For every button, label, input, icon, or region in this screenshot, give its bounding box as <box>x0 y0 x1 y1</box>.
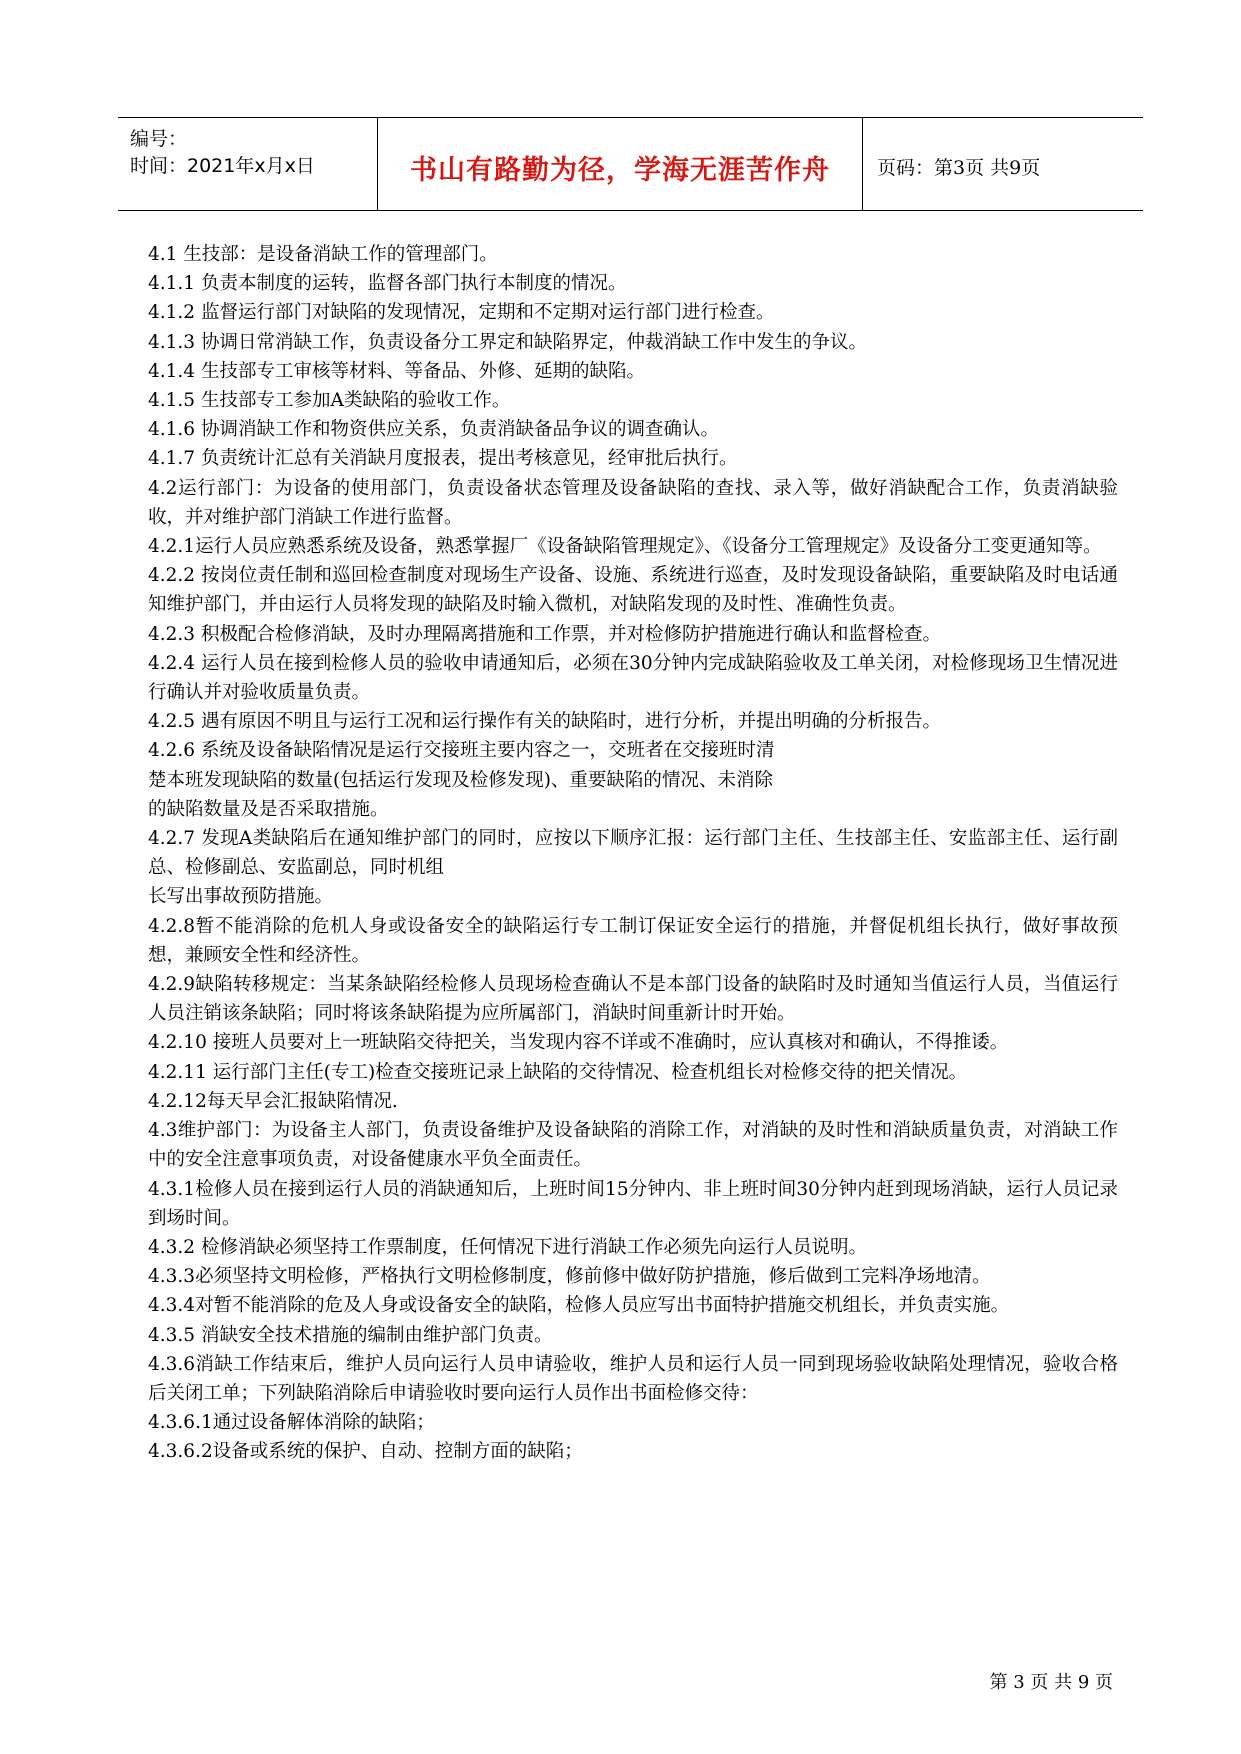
header-page-cell <box>863 118 1143 210</box>
paragraph: 的缺陷数量及是否采取措施。 <box>148 798 389 820</box>
paragraph: 4.2.1运行人员应熟悉系统及设备，熟悉掌握厂《设备缺陷管理规定》、《设备分工管理规定》及设备分工变更通知等。 <box>148 536 1102 558</box>
paragraph: 4.2.7 发现A类缺陷后在通知维护部门的同时，应按以下顺序汇报：运行部门主任、生技部主任、安监部主任、运行副总、检修副总、安监副总，同时机组 <box>148 828 1118 879</box>
paragraph: 4.2.4 运行人员在接到检修人员的验收申请通知后，必须在30分钟内完成缺陷验收及工单关闭，对检修现场卫生情况进行确认并对验收质量负责。 <box>148 652 1118 704</box>
paragraph: 4.3.6.1通过设备解体消除的缺陷； <box>148 1412 435 1434</box>
paragraph: 4.3.5 消缺安全技术措施的编制由维护部门负责。 <box>148 1324 553 1346</box>
paragraph: 楚本班发现缺陷的数量(包括运行发现及检修发现)、重要缺陷的情况、未消除 <box>148 769 773 791</box>
page-number-label <box>877 153 1040 180</box>
page-label-end: 页 <box>1021 157 1041 179</box>
document-body <box>148 240 1118 1467</box>
paragraph: 长写出事故预防措施。 <box>148 886 334 908</box>
paragraph: 4.3.2 检修消缺必须坚持工作票制度，任何情况下进行消缺工作必须先向运行人员说明。 <box>148 1236 867 1258</box>
paragraph: 4.2.6 系统及设备缺陷情况是运行交接班主要内容之一，交班者在交接班时清 <box>148 740 775 762</box>
paragraph: 4.1.1 负责本制度的运转，监督各部门执行本制度的情况。 <box>148 273 627 295</box>
paragraph: 4.1.2 监督运行部门对缺陷的发现情况，定期和不定期对运行部门进行检查。 <box>148 302 775 324</box>
paragraph: 4.3.4对暂不能消除的危及人身或设备安全的缺陷，检修人员应写出书面特护措施交机组长，并负责实施。 <box>148 1295 1010 1317</box>
document-number: 编号： <box>130 128 188 150</box>
paragraph: 4.3维护部门：为设备主人部门，负责设备维护及设备缺陷的消除工作，对消缺的及时性和消缺质量负责，对消缺工作中的安全注意事项负责，对设备健康水平负全面责任。 <box>148 1120 1118 1171</box>
header-motto-cell <box>378 118 863 210</box>
paragraph: 4.1.6 协调消缺工作和物资供应关系，负责消缺备品争议的调查确认。 <box>148 419 719 441</box>
paragraph: 4.1.7 负责统计汇总有关消缺月度报表，提出考核意见，经审批后执行。 <box>148 448 738 470</box>
paragraph: 4.2.3 积极配合检修消缺，及时办理隔离措施和工作票，并对检修防护措施进行确认和监督检查。 <box>148 623 941 645</box>
paragraph: 4.3.6.2设备或系统的保护、自动、控制方面的缺陷； <box>148 1441 583 1463</box>
paragraph: 4.2运行部门：为设备的使用部门，负责设备状态管理及设备缺陷的查找、录入等，做好消缺配合工作，负责消缺验收，并对维护部门消缺工作进行监督。 <box>148 477 1118 528</box>
paragraph: 4.1.3 协调日常消缺工作，负责设备分工界定和缺陷界定，仲裁消缺工作中发生的争议。 <box>148 331 867 353</box>
page-total: 9 <box>1009 157 1022 179</box>
paragraph: 4.1.5 生技部专工参加A类缺陷的验收工作。 <box>148 390 511 412</box>
paragraph: 4.2.11 运行部门主任(专工)检查交接班记录上缺陷的交待情况、检查机组长对检修交待的把关情况。 <box>148 1061 968 1083</box>
paragraph: 4.2.10 接班人员要对上一班缺陷交待把关，当发现内容不详或不准确时，应认真核对和确认，不得推诿。 <box>148 1032 1009 1054</box>
paragraph: 4.2.5 遇有原因不明且与运行工况和运行操作有关的缺陷时，进行分析，并提出明确的分析报告。 <box>148 711 941 733</box>
paragraph: 4.2.2 按岗位责任制和巡回检查制度对现场生产设备、设施、系统进行巡查，及时发现设备缺陷，重要缺陷及时电话通知维护部门，并由运行人员将发现的缺陷及时输入微机，对缺陷发现的及时性、准确性负责。 <box>148 565 1118 616</box>
paragraph: 4.1.4 生技部专工审核等材料、等备品、外修、延期的缺陷。 <box>148 360 645 382</box>
document-time: 时间：2021年x月x日 <box>130 155 315 177</box>
paragraph: 4.3.6消缺工作结束后，维护人员向运行人员申请验收，维护人员和运行人员一同到现场验收缺陷处理情况，验收合格后关闭工单；下列缺陷消除后申请验收时要向运行人员作出书面检修交待： <box>148 1353 1118 1404</box>
page-current: 3 <box>953 157 966 179</box>
page-label-prefix: 页码：第 <box>877 157 954 179</box>
paragraph: 4.2.9缺陷转移规定：当某条缺陷经检修人员现场检查确认不是本部门设备的缺陷时及时通知当值运行人员，当值运行人员注销该条缺陷；同时将该条缺陷提为应所属部门，消缺时间重新计时开始。 <box>148 974 1118 1025</box>
paragraph: 4.2.12每天早会汇报缺陷情况. <box>148 1090 398 1112</box>
page-header <box>118 117 1143 211</box>
paragraph: 4.1 生技部：是设备消缺工作的管理部门。 <box>148 244 498 265</box>
header-info-cell <box>118 118 378 210</box>
motto: 书山有路勤为径，学海无涯苦作舟 <box>410 155 830 186</box>
page-label-mid: 页 共 <box>965 157 1010 179</box>
page-footer: 第 3 页 共 9 页 <box>989 1672 1113 1693</box>
paragraph: 4.3.3必须坚持文明检修，严格执行文明检修制度，修前修中做好防护措施，修后做到工完料净场地清。 <box>148 1266 991 1288</box>
paragraph: 4.2.8暂不能消除的危机人身或设备安全的缺陷运行专工制订保证安全运行的措施，并督促机组长执行，做好事故预想，兼顾安全性和经济性。 <box>148 915 1118 966</box>
paragraph: 4.3.1检修人员在接到运行人员的消缺通知后，上班时间15分钟内、非上班时间30分钟内赶到现场消缺，运行人员记录到场时间。 <box>148 1178 1118 1229</box>
